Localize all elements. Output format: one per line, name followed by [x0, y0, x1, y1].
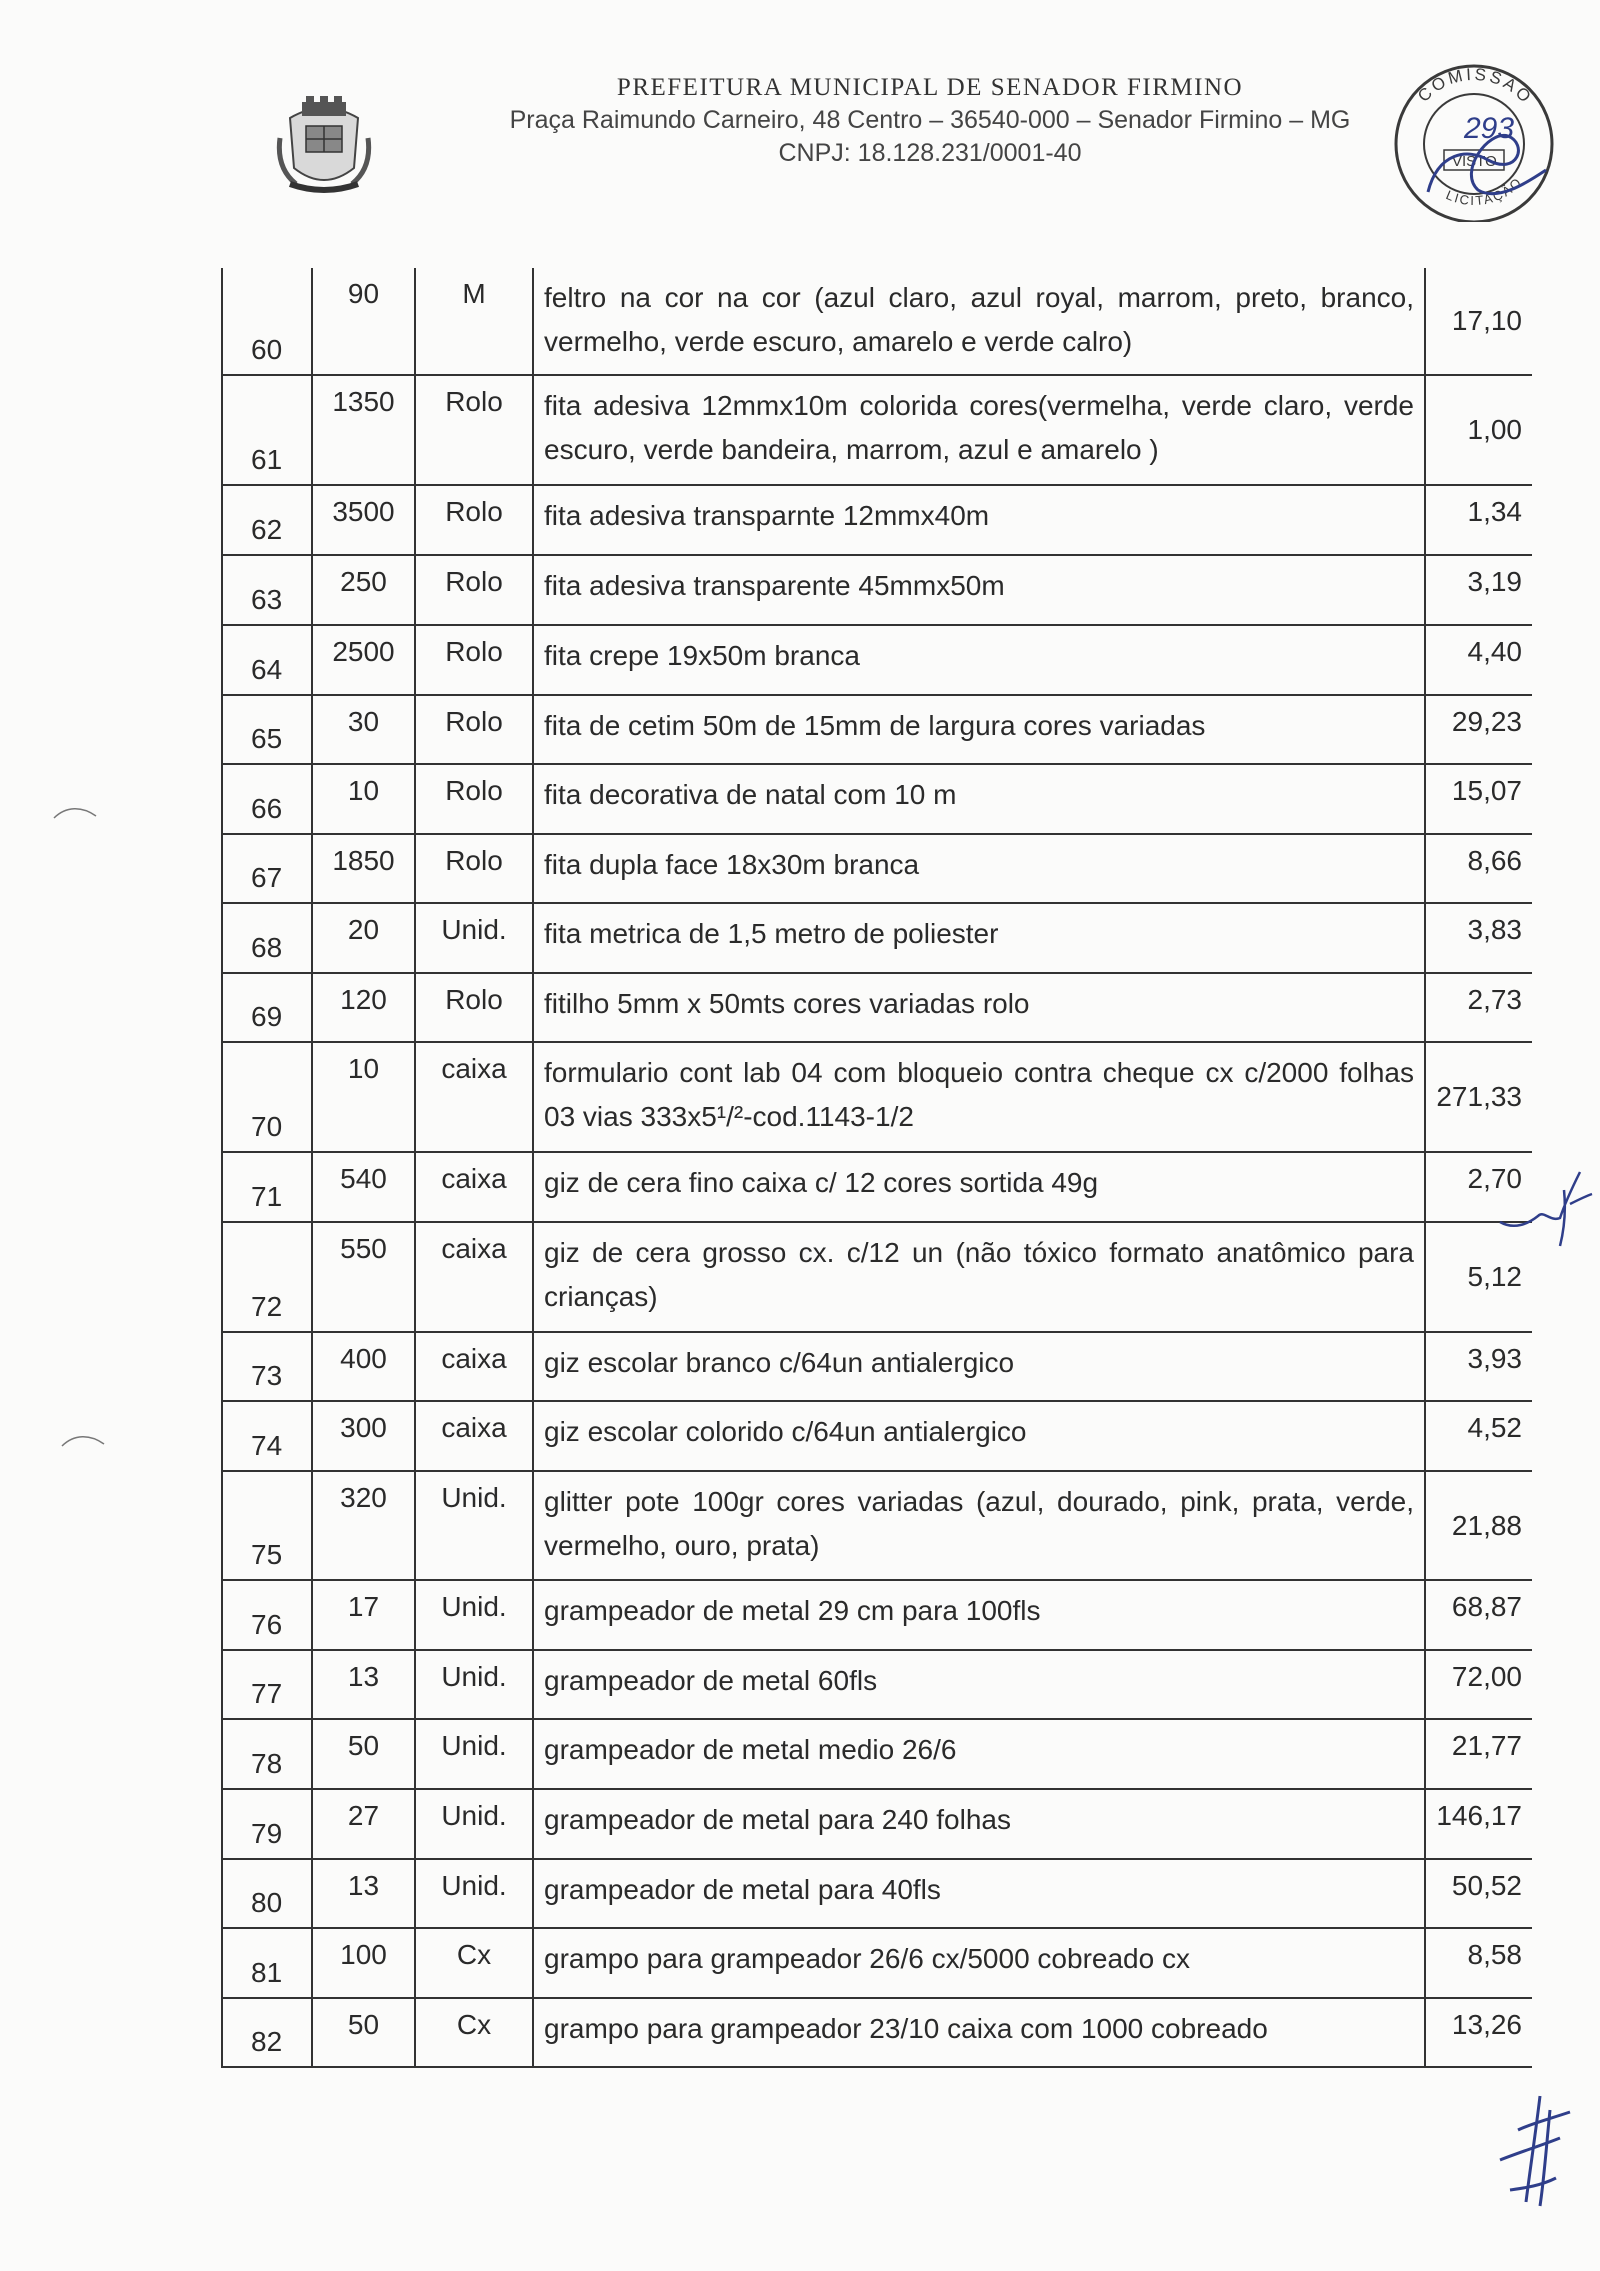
unit: Rolo	[445, 775, 503, 806]
item-number-cell	[221, 696, 313, 765]
item-number: 74	[251, 1430, 283, 1461]
item-number: 61	[251, 444, 283, 475]
item-number: 77	[251, 1678, 283, 1709]
description: giz escolar colorido c/64un antialergico	[544, 1416, 1027, 1447]
handwritten-initials	[1494, 1160, 1594, 1250]
quantity: 10	[347, 1053, 380, 1084]
item-number: 80	[251, 1887, 283, 1918]
table-row	[221, 974, 1532, 1043]
unit: Unid.	[441, 1730, 507, 1761]
quantity: 17	[347, 1591, 380, 1622]
unit-cell	[416, 1720, 534, 1790]
item-number-cell	[221, 626, 313, 696]
item-number: 72	[251, 1291, 283, 1322]
quantity: 50	[347, 1730, 380, 1761]
item-number-cell	[221, 1333, 313, 1402]
table-row	[221, 1860, 1532, 1929]
table-row	[221, 1472, 1532, 1581]
unit-cell	[416, 1929, 534, 1999]
unit-price-cell	[1426, 696, 1532, 765]
description: feltro na cor na cor (azul claro, azul royal, marrom, preto, branco, vermelho, verde escuro, amarelo e verde calro)	[544, 282, 1414, 357]
description: fita de cetim 50m de 15mm de largura cores variadas	[544, 710, 1206, 741]
quantity-cell	[313, 1223, 416, 1333]
item-number-cell	[221, 1999, 313, 2068]
quantity-cell	[313, 1790, 416, 1860]
quantity-cell	[313, 376, 416, 486]
unit-cell	[416, 556, 534, 626]
quantity: 27	[347, 1800, 380, 1831]
table-row	[221, 765, 1532, 835]
item-number: 65	[251, 723, 283, 754]
unit-price: 146,17	[1436, 1800, 1522, 1831]
description: giz de cera grosso cx. c/12 un (não tóxico formato anatômico para crianças)	[544, 1237, 1414, 1312]
item-number: 67	[251, 862, 283, 893]
item-number: 76	[251, 1609, 283, 1640]
unit-price: 5,12	[1467, 1261, 1522, 1292]
item-number-cell	[221, 1929, 313, 1999]
table-row	[221, 486, 1532, 556]
unit-price: 1,00	[1467, 414, 1522, 445]
unit-cell	[416, 1790, 534, 1860]
unit: Cx	[456, 2009, 492, 2040]
unit-price-cell	[1426, 376, 1532, 486]
item-number-cell	[221, 1720, 313, 1790]
description-cell	[534, 556, 1426, 626]
description-cell	[534, 1153, 1426, 1223]
description: giz de cera fino caixa c/ 12 cores sortida 49g	[544, 1167, 1099, 1198]
unit: Unid.	[441, 1591, 507, 1622]
description-cell	[534, 1860, 1426, 1929]
unit-price: 271,33	[1436, 1081, 1522, 1112]
table-row	[221, 835, 1532, 904]
unit: Rolo	[445, 566, 503, 597]
table-row	[221, 1929, 1532, 1999]
table-row	[221, 376, 1532, 486]
unit-cell	[416, 486, 534, 556]
unit: Rolo	[445, 706, 503, 737]
unit-price: 21,88	[1451, 1509, 1522, 1541]
item-number: 69	[251, 1001, 283, 1032]
quantity-cell	[313, 486, 416, 556]
description: formulario cont lab 04 com bloqueio contra cheque cx c/2000 folhas 03 vias 333x5¹/²-cod.1143-1/2	[544, 1057, 1414, 1132]
quantity-cell	[313, 696, 416, 765]
item-number: 70	[251, 1111, 283, 1142]
description-cell	[534, 1999, 1426, 2068]
unit-price-cell	[1426, 268, 1532, 376]
description: fita dupla face 18x30m branca	[544, 849, 920, 880]
items-table	[221, 268, 1532, 2068]
quantity: 1350	[332, 386, 395, 417]
unit: M	[462, 278, 486, 309]
unit-price: 50,52	[1451, 1870, 1522, 1901]
commission-stamp	[1378, 52, 1568, 222]
quantity: 90	[347, 278, 380, 309]
unit: caixa	[441, 1233, 507, 1264]
item-number-cell	[221, 268, 313, 376]
description-cell	[534, 1651, 1426, 1720]
quantity: 250	[340, 566, 387, 597]
table-row	[221, 1581, 1532, 1651]
item-number-cell	[221, 1153, 313, 1223]
item-number-cell	[221, 376, 313, 486]
description: grampeador de metal 29 cm para 100fls	[544, 1595, 1041, 1626]
quantity: 120	[340, 984, 387, 1015]
unit-cell	[416, 1860, 534, 1929]
description: fita decorativa de natal com 10 m	[544, 779, 957, 810]
table-row	[221, 1790, 1532, 1860]
unit-cell	[416, 268, 534, 376]
unit-price: 68,87	[1451, 1591, 1522, 1622]
quantity: 1850	[332, 845, 395, 876]
unit-price-cell	[1426, 1999, 1532, 2068]
quantity-cell	[313, 1333, 416, 1402]
quantity: 20	[347, 914, 380, 945]
unit-price: 2,73	[1467, 984, 1522, 1015]
quantity-cell	[313, 1929, 416, 1999]
letterhead-cnpj: CNPJ: 18.128.231/0001-40	[778, 139, 1082, 167]
unit-price: 4,52	[1467, 1412, 1522, 1443]
table-row	[221, 1223, 1532, 1333]
item-number: 64	[251, 654, 283, 685]
item-number-cell	[221, 1472, 313, 1581]
stamp-visto: VISTO	[1452, 153, 1497, 170]
unit: Unid.	[441, 914, 507, 945]
description: glitter pote 100gr cores variadas (azul, dourado, pink, prata, verde, vermelho, ouro, prata)	[544, 1486, 1414, 1561]
quantity-cell	[313, 904, 416, 974]
item-number-cell	[221, 835, 313, 904]
description: fita adesiva 12mmx10m colorida cores(vermelha, verde claro, verde escuro, verde bandeira, marrom, azul e amarelo )	[544, 390, 1414, 465]
quantity: 320	[340, 1482, 387, 1513]
item-number: 75	[251, 1539, 283, 1570]
description-cell	[534, 1790, 1426, 1860]
quantity: 540	[340, 1163, 387, 1194]
unit-price-cell	[1426, 1043, 1532, 1153]
quantity-cell	[313, 556, 416, 626]
item-number-cell	[221, 1651, 313, 1720]
description: fitilho 5mm x 50mts cores variadas rolo	[544, 988, 1030, 1019]
unit-price-cell	[1426, 835, 1532, 904]
quantity: 10	[347, 775, 380, 806]
unit-cell	[416, 626, 534, 696]
item-number-cell	[221, 1581, 313, 1651]
item-number: 81	[251, 1957, 283, 1988]
unit-price-cell	[1426, 556, 1532, 626]
quantity-cell	[313, 1651, 416, 1720]
quantity: 100	[340, 1939, 387, 1970]
item-number-cell	[221, 1790, 313, 1860]
unit-price: 72,00	[1451, 1661, 1522, 1692]
unit: Cx	[456, 1939, 492, 1970]
description: grampeador de metal 60fls	[544, 1665, 878, 1696]
description-cell	[534, 696, 1426, 765]
quantity: 300	[340, 1412, 387, 1443]
unit-price-cell	[1426, 974, 1532, 1043]
table-row	[221, 696, 1532, 765]
unit: caixa	[441, 1343, 507, 1374]
unit-price: 21,77	[1451, 1730, 1522, 1761]
unit-price-cell	[1426, 1860, 1532, 1929]
unit-price-cell	[1426, 765, 1532, 835]
quantity-cell	[313, 1860, 416, 1929]
table-row	[221, 1651, 1532, 1720]
description: fita adesiva transparente 45mmx50m	[544, 570, 1005, 601]
description-cell	[534, 904, 1426, 974]
svg-text:LICITAÇÃO: LICITAÇÃO	[1443, 173, 1526, 209]
quantity-cell	[313, 1402, 416, 1472]
table-row	[221, 1999, 1532, 2068]
unit-price: 3,93	[1467, 1343, 1522, 1374]
svg-text:COMISSÃO: COMISSÃO	[1414, 64, 1537, 109]
unit-price: 15,07	[1451, 775, 1522, 806]
table-row	[221, 1720, 1532, 1790]
item-number-cell	[221, 1043, 313, 1153]
quantity-cell	[313, 1720, 416, 1790]
unit-price: 2,70	[1467, 1163, 1522, 1194]
description: fita metrica de 1,5 metro de poliester	[544, 918, 999, 949]
handwritten-signature	[1480, 2090, 1580, 2210]
unit: Unid.	[441, 1870, 507, 1901]
table-row	[221, 904, 1532, 974]
item-number: 82	[251, 2026, 283, 2057]
unit: Rolo	[445, 386, 503, 417]
unit: caixa	[441, 1163, 507, 1194]
description: grampo para grampeador 26/6 cx/5000 cobreado cx	[544, 1943, 1190, 1974]
letterhead-title: PREFEITURA MUNICIPAL DE SENADOR FIRMINO	[616, 74, 1244, 101]
description-cell	[534, 835, 1426, 904]
unit-price-cell	[1426, 1581, 1532, 1651]
unit: Unid.	[441, 1800, 507, 1831]
description: grampeador de metal para 240 folhas	[544, 1804, 1011, 1835]
unit-price-cell	[1426, 904, 1532, 974]
item-number: 62	[251, 514, 283, 545]
item-number-cell	[221, 1402, 313, 1472]
quantity: 2500	[332, 636, 395, 667]
description-cell	[534, 1043, 1426, 1153]
description: fita crepe 19x50m branca	[544, 640, 860, 671]
stamp-page-number: 293	[1464, 112, 1515, 145]
description-cell	[534, 1402, 1426, 1472]
unit-price-cell	[1426, 1720, 1532, 1790]
quantity: 3500	[332, 496, 395, 527]
description-cell	[534, 974, 1426, 1043]
municipal-crest-icon	[276, 88, 372, 196]
quantity-cell	[313, 765, 416, 835]
quantity: 550	[340, 1233, 387, 1264]
description: fita adesiva transparnte 12mmx40m	[544, 500, 990, 531]
description-cell	[534, 1333, 1426, 1402]
unit-cell	[416, 1043, 534, 1153]
table-row	[221, 1402, 1532, 1472]
unit-price: 3,83	[1467, 914, 1522, 945]
quantity: 400	[340, 1343, 387, 1374]
unit-cell	[416, 1223, 534, 1333]
unit-cell	[416, 974, 534, 1043]
quantity-cell	[313, 1043, 416, 1153]
item-number-cell	[221, 556, 313, 626]
item-number: 79	[251, 1818, 283, 1849]
quantity-cell	[313, 626, 416, 696]
table-row	[221, 626, 1532, 696]
unit-price-cell	[1426, 1790, 1532, 1860]
unit: Unid.	[441, 1661, 507, 1692]
item-number-cell	[221, 974, 313, 1043]
scan-mark	[60, 1428, 106, 1452]
unit-price-cell	[1426, 1333, 1532, 1402]
unit: Rolo	[445, 636, 503, 667]
description-cell	[534, 1472, 1426, 1581]
item-number: 78	[251, 1748, 283, 1779]
unit-price: 8,58	[1467, 1939, 1522, 1970]
unit-price: 17,10	[1451, 305, 1522, 336]
scan-mark	[52, 800, 98, 824]
unit-price: 3,19	[1467, 566, 1522, 597]
quantity-cell	[313, 1581, 416, 1651]
unit-price-cell	[1426, 486, 1532, 556]
unit: caixa	[441, 1412, 507, 1443]
unit-cell	[416, 1651, 534, 1720]
unit-price-cell	[1426, 1651, 1532, 1720]
item-number: 66	[251, 793, 283, 824]
unit-cell	[416, 904, 534, 974]
unit: caixa	[441, 1053, 507, 1084]
unit-cell	[416, 1581, 534, 1651]
unit-cell	[416, 1153, 534, 1223]
item-number: 71	[251, 1181, 283, 1212]
unit-price: 13,26	[1451, 2009, 1522, 2040]
description-cell	[534, 486, 1426, 556]
description-cell	[534, 1581, 1426, 1651]
unit-cell	[416, 1402, 534, 1472]
description-cell	[534, 376, 1426, 486]
unit-cell	[416, 765, 534, 835]
table-row	[221, 1043, 1532, 1153]
quantity: 13	[347, 1661, 380, 1692]
quantity-cell	[313, 835, 416, 904]
unit: Rolo	[445, 984, 503, 1015]
unit-cell	[416, 696, 534, 765]
unit-cell	[416, 835, 534, 904]
quantity-cell	[313, 268, 416, 376]
quantity: 13	[347, 1870, 380, 1901]
description-cell	[534, 1223, 1426, 1333]
unit-price-cell	[1426, 626, 1532, 696]
item-number: 60	[251, 334, 283, 365]
table-row	[221, 1333, 1532, 1402]
unit: Rolo	[445, 845, 503, 876]
item-number-cell	[221, 1223, 313, 1333]
table-row	[221, 556, 1532, 626]
unit-price-cell	[1426, 1402, 1532, 1472]
description: grampeador de metal para 40fls	[544, 1874, 941, 1905]
item-number: 68	[251, 932, 283, 963]
quantity-cell	[313, 1472, 416, 1581]
quantity-cell	[313, 974, 416, 1043]
item-number: 73	[251, 1360, 283, 1391]
unit-price: 1,34	[1467, 496, 1522, 527]
letterhead-address: Praça Raimundo Carneiro, 48 Centro – 36540-000 – Senador Firmino – MG	[509, 106, 1351, 134]
unit-price: 4,40	[1467, 636, 1522, 667]
unit-cell	[416, 1999, 534, 2068]
unit-price: 29,23	[1451, 706, 1522, 737]
unit-price-cell	[1426, 1929, 1532, 1999]
description: giz escolar branco c/64un antialergico	[544, 1347, 1015, 1378]
table-row	[221, 268, 1532, 376]
description-cell	[534, 268, 1426, 376]
table-row	[221, 1153, 1532, 1223]
description-cell	[534, 1720, 1426, 1790]
unit-cell	[416, 1333, 534, 1402]
quantity-cell	[313, 1153, 416, 1223]
description-cell	[534, 1929, 1426, 1999]
item-number-cell	[221, 904, 313, 974]
description: grampo para grampeador 23/10 caixa com 1000 cobreado	[544, 2013, 1268, 2044]
unit-cell	[416, 1472, 534, 1581]
unit-cell	[416, 376, 534, 486]
item-number: 63	[251, 584, 283, 615]
description: grampeador de metal medio 26/6	[544, 1734, 957, 1765]
item-number-cell	[221, 765, 313, 835]
quantity: 50	[347, 2009, 380, 2040]
letterhead	[430, 74, 1430, 168]
item-number-cell	[221, 486, 313, 556]
item-number-cell	[221, 1860, 313, 1929]
quantity: 30	[347, 706, 380, 737]
unit-price: 8,66	[1467, 845, 1522, 876]
description-cell	[534, 765, 1426, 835]
unit: Rolo	[445, 496, 503, 527]
unit: Unid.	[441, 1482, 507, 1513]
unit-price-cell	[1426, 1472, 1532, 1581]
description-cell	[534, 626, 1426, 696]
quantity-cell	[313, 1999, 416, 2068]
